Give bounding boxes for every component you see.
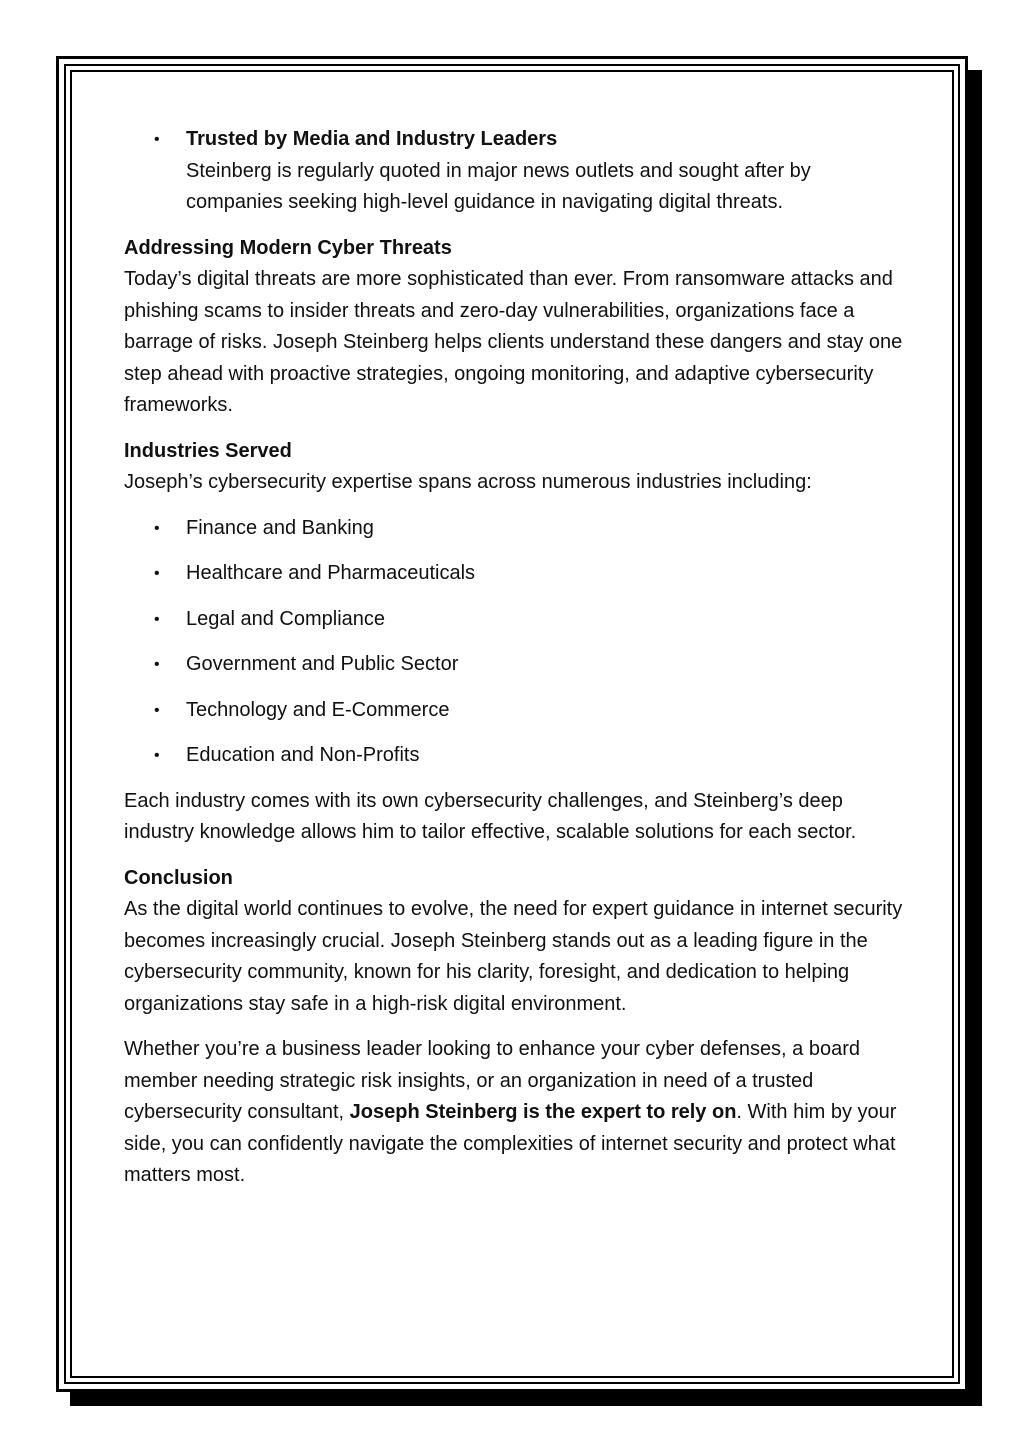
list-item	[124, 604, 904, 636]
final-paragraph	[124, 1034, 904, 1192]
bullet-icon: •	[154, 565, 160, 582]
industries-closing: Each industry comes with its own cybersecurity challenges, and Steinberg’s deep industry knowledge allows him to tailor effective, scalable solutions for each sector.	[124, 789, 857, 843]
list-item	[124, 513, 904, 545]
industries-list	[124, 513, 904, 772]
final-text-after: . With him by your side, you can confidently navigate the complexities of internet security and protect what matters most.	[124, 1101, 897, 1186]
threats-heading: Addressing Modern Cyber Threats	[124, 236, 452, 259]
bullet-icon: •	[154, 747, 160, 764]
conclusion-text: As the digital world continues to evolve, the need for expert guidance in internet security becomes increasingly crucial. Joseph Steinberg stands out as a leading figure in the cybersecurity community, known for his clarity, foresight, and dedication to helping organizations stay safe in a high-risk digital environment.	[124, 898, 903, 1015]
industry-label: Finance and Banking	[186, 516, 374, 539]
industry-label: Education and Non-Profits	[186, 744, 420, 766]
bullet-icon: •	[154, 519, 160, 537]
trusted-list	[124, 124, 904, 219]
list-item	[124, 695, 904, 727]
industries-heading: Industries Served	[124, 439, 292, 462]
list-item	[124, 649, 904, 681]
conclusion-heading: Conclusion	[124, 866, 233, 889]
bullet-icon: •	[154, 701, 160, 719]
trusted-text: Steinberg is regularly quoted in major news outlets and sought after by companies seeking high-level guidance in navigating digital threats.	[186, 159, 811, 213]
document-body	[124, 124, 904, 1206]
bullet-icon: •	[154, 610, 160, 628]
trusted-title: Trusted by Media and Industry Leaders	[186, 128, 558, 150]
threats-text: Today’s digital threats are more sophisticated than ever. From ransomware attacks and phishing scams to insider threats and zero-day vulnerabilities, organizations face a barrage of risks. Joseph Steinberg helps clients understand these dangers and stay one step ahead with proactive strategies, ongoing monitoring, and adaptive cybersecurity frameworks.	[124, 268, 903, 416]
bullet-icon: •	[154, 131, 160, 148]
list-item	[124, 558, 904, 590]
list-item	[124, 740, 904, 772]
industry-label: Legal and Compliance	[186, 607, 386, 630]
conclusion-section	[124, 863, 904, 1021]
industry-label: Healthcare and Pharmaceuticals	[186, 562, 476, 584]
bullet-icon: •	[154, 656, 160, 673]
list-item	[124, 124, 904, 219]
final-text-before: Whether you’re a business leader looking to enhance your cyber defenses, a board member needing strategic risk insights, or an organization in need of a trusted cybersecurity consultant,	[124, 1038, 861, 1123]
final-text-bold: Joseph Steinberg is the expert to rely on	[349, 1101, 737, 1123]
industries-section	[124, 436, 904, 499]
industry-label: Government and Public Sector	[186, 653, 459, 675]
industries-intro: Joseph’s cybersecurity expertise spans across numerous industries including:	[124, 471, 812, 493]
threats-section	[124, 233, 904, 422]
industry-label: Technology and E-Commerce	[186, 698, 450, 721]
